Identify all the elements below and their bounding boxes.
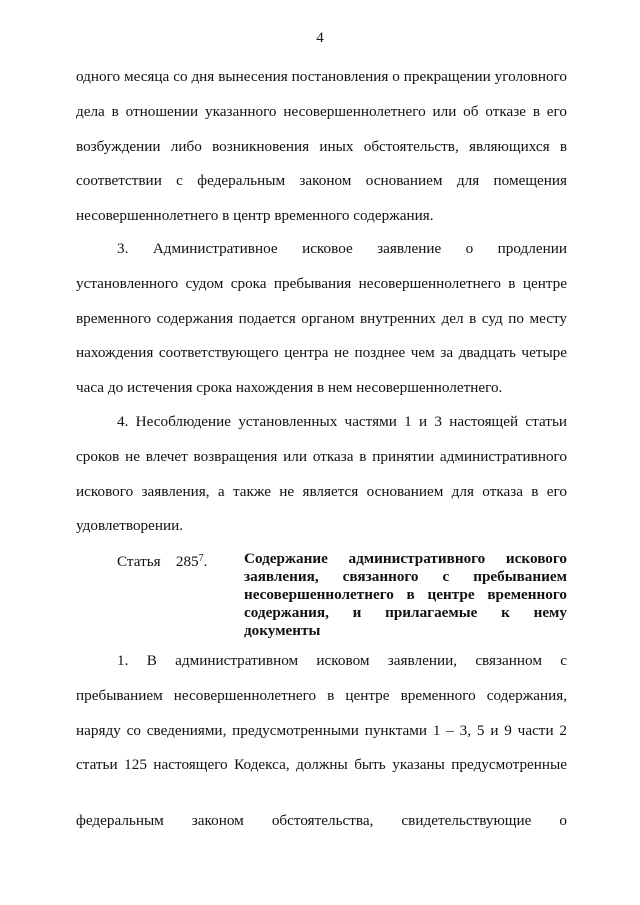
paragraph-article-part-1-continued: федеральным законом обстоятельства, свидетельствующие о [76, 812, 567, 829]
article-number: 285 [175, 553, 199, 570]
article-heading-label [117, 550, 207, 571]
paragraph-part-4: 4. Несоблюдение установленных частями 1 и 3 настоящей статьи сроков не влечет возвращения или отказа в принятии административного искового заявления, а также не является основанием для отказа в его удовлетворении. [76, 413, 567, 535]
article-superscript: 7 [198, 553, 204, 564]
article-word: Статья [117, 553, 161, 570]
page-number: 4 [316, 30, 324, 46]
paragraph-continuation: одного месяца со дня вынесения постановления о прекращении уголовного дела в отношении указанного несовершеннолетнего или об отказе в его возбуждении либо возникновения иных обстоятельств, являющихся в соответствии с федеральным законом основанием для помещения несовершеннолетнего в центр временного содержания. [76, 68, 567, 225]
article-title: Содержание административного искового заявления, связанного с пребыванием несовершеннолетнего в центре временного содержания, и прилагаемые к нему документы [244, 550, 567, 639]
article-number-suffix: . [203, 553, 208, 570]
paragraph-part-3: 3. Административное исковое заявление о продлении установленного судом срока пребывания несовершеннолетнего в центре временного содержания подается органом внутренних дел в суд по месту нахождения соответствующего центра не позднее чем за двадцать четыре часа до истечения срока нахождения в нем несовершеннолетнего. [76, 240, 567, 397]
paragraph-article-part-1: 1. В административном исковом заявлении, связанном с пребыванием несовершеннолетнего в центре временного содержания, наряду со сведениями, предусмотренными пунктами 1 – 3, 5 и 9 части 2 статьи 125 настоящего Кодекса, должны быть указаны предусмотренные [76, 652, 567, 774]
